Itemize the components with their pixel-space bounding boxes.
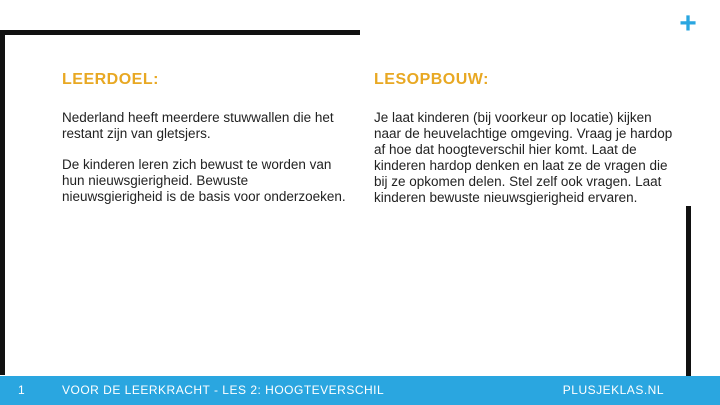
frame-top-bar <box>0 30 360 35</box>
lesson-structure-heading: LESOPBOUW: <box>374 71 489 88</box>
page-number: 1 <box>18 383 26 397</box>
learning-goal-section <box>62 72 352 220</box>
lesson-structure-paragraph: Je laat kinderen (bij voorkeur op locatie) kijken naar de heuvelachtige omgeving. Vraag je hardop af hoe dat hoogteverschil hier komt. Laat de kinderen hardop denken en laat ze de vragen die bij ze opkomen delen. Stel zelf ook vragen. Laat kinderen bewuste nieuwsgierigheid ervaren. <box>374 110 673 205</box>
plus-icon: + <box>679 7 697 40</box>
learning-goal-paragraph-1: Nederland heeft meerdere stuwwallen die het restant zijn van gletsjers. <box>62 110 334 141</box>
footer-title: VOOR DE LEERKRACHT - LES 2: HOOGTEVERSCHIL <box>62 383 385 397</box>
frame-left-bar <box>0 30 5 375</box>
footer-site-link[interactable]: PLUSJEKLAS.NL <box>562 383 664 397</box>
learning-goal-paragraph-2: De kinderen leren zich bewust te worden van hun nieuwsgierigheid. Bewuste nieuwsgierigheid is de basis voor onderzoeken. <box>62 157 346 204</box>
frame-right-bar <box>686 206 691 376</box>
lesson-structure-section <box>374 72 674 221</box>
footer-bar <box>0 376 720 405</box>
learning-goal-heading: LEERDOEL: <box>62 71 159 88</box>
